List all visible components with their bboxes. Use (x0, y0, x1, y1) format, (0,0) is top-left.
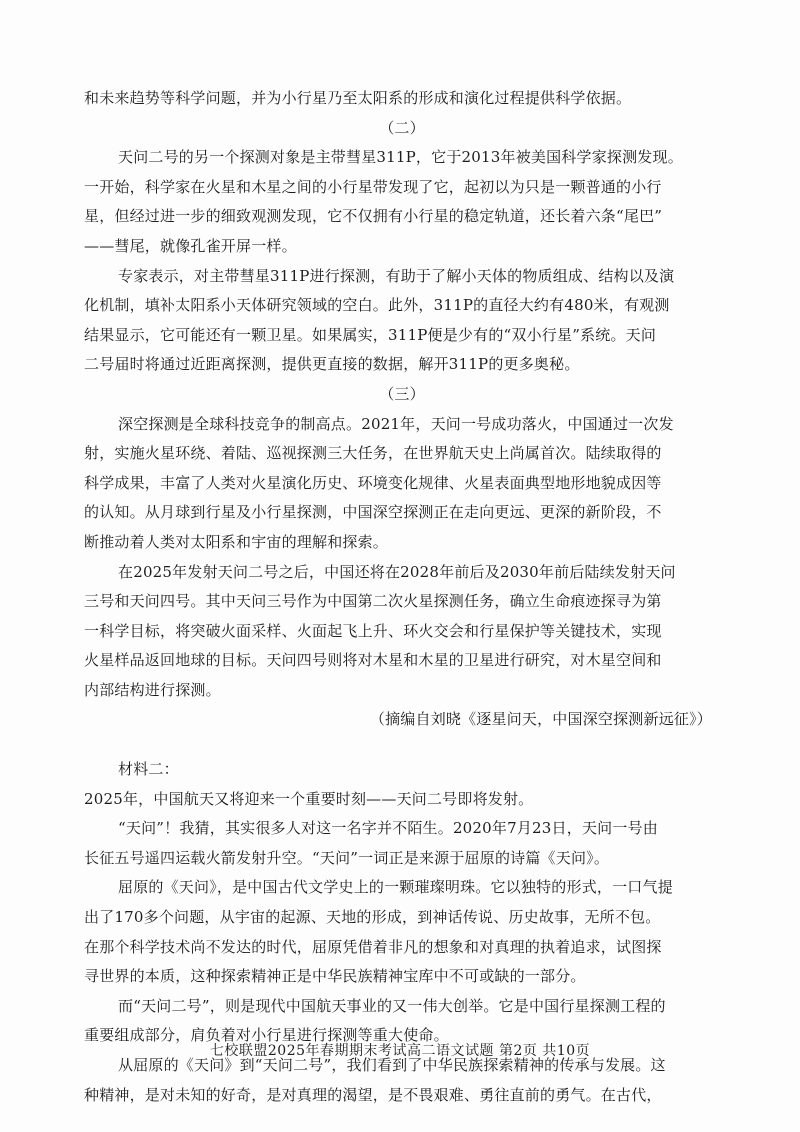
text-line: 结果显示，它可能还有一颗卫星。如果属实，311P便是少有的“双小行星”系统。天问 (84, 325, 657, 344)
text-line: ——彗尾，就像孔雀开屏一样。 (84, 236, 297, 255)
text-line: 深空探测是全球科技竞争的制高点。2021年，天问一号成功落火，中国通过一次发 (118, 414, 674, 433)
text-line: 出了170多个问题，从宇宙的起源、天地的形成，到神话传说、历史故事，无所不包。 (84, 908, 661, 927)
text-line: 屈原的《天问》，是中国古代文学史上的一颗璀璨明珠。它以独特的形式，一口气提 (118, 878, 673, 897)
text-line: 种精神，是对未知的好奇，是对真理的渴望，是不畏艰难、勇往直前的勇气。在古代， (84, 1085, 662, 1104)
spacer (84, 735, 720, 755)
text-line: 断推动着人类对太阳系和宇宙的理解和探索。 (84, 532, 389, 551)
text-line: 的认知。从月球到行星及小行星探测，中国深空探测正在走向更远、更深的新阶段，不 (84, 503, 662, 522)
text-line: 化机制，填补太阳系小天体研究领域的空白。此外，311P的直径大约有480米，有观测 (84, 296, 670, 315)
text-line: 长征五号遥四运载火箭发射升空。“天问”一词正是来源于屈原的诗篇《天问》。 (84, 848, 610, 867)
body-text (84, 84, 720, 1110)
text-line: 一科学目标，将突破火面采样、火面起飞上升、环火交会和行星保护等关键技术，实现 (84, 621, 662, 640)
text-line: 内部结构进行探测。 (84, 680, 221, 699)
text-line: 天问二号的另一个探测对象是主带彗星311P，它于2013年被美国科学家探测发现。 (118, 148, 683, 167)
text-line: 和未来趋势等科学问题，并为小行星乃至太阳系的形成和演化过程提供科学依据。 (84, 89, 632, 107)
source-citation: （摘编自刘晓《逐星问天，中国深空探测新远征》） (369, 710, 712, 729)
text-line: 寻世界的本质，这种探索精神正是中华民族精神宝库中不可或缺的一部分。 (84, 967, 586, 986)
text-line: 在2025年发射天问二号之后，中国还将在2028年前后及2030年前后陆续发射天问 (118, 562, 676, 581)
text-line: 专家表示，对主带彗星311P进行探测，有助于了解小天体的物质组成、结构以及演 (118, 266, 675, 285)
text-line: 射，实施火星环绕、着陆、巡视探测三大任务，在世界航天史上尚属首次。陆续取得的 (84, 444, 662, 463)
text-line: 在那个科学技术尚不发达的时代，屈原凭借着非凡的想象和对真理的执着追求，试图探 (84, 937, 662, 956)
page-footer: 七校联盟2025年春期期末考试高二语文试题 第2页 共10页 (209, 1043, 591, 1059)
text-line: 三号和天问四号。其中天问三号作为中国第二次火星探测任务，确立生命痕迹探寻为第 (84, 592, 662, 611)
text-line: 重要组成部分，肩负着对小行星进行探测等重大使命。 (84, 1026, 449, 1045)
text-line: 二号届时将通过近距离探测，提供更直接的数据，解开311P的更多奥秘。 (84, 355, 580, 374)
section-heading: （三） (379, 384, 425, 403)
text-line: 火星样品返回地球的目标。天问四号则将对木星和木星的卫星进行研究，对木星空间和 (84, 651, 662, 670)
text-line: 星，但经过进一步的细致观测发现，它不仅拥有小行星的稳定轨道，还长着六条“尾巴” (84, 207, 663, 226)
material-heading: 材料二： (118, 760, 179, 779)
text-line: 一开始，科学家在火星和木星之间的小行星带发现了它，起初以为只是一颗普通的小行 (84, 177, 662, 196)
text-line: 从屈原的《天问》到“天问二号”，我们看到了中华民族探索精神的传承与发展。这 (118, 1056, 666, 1074)
text-line: “天问”！我猜，其实很多人对这一名字并不陌生。2020年7月23日，天问一号由 (118, 819, 658, 838)
section-heading: （二） (379, 118, 425, 137)
text-line: 科学成果，丰富了人类对火星演化历史、环境变化规律、火星表面典型地形地貌成因等 (84, 473, 662, 492)
text-line: 而“天问二号”，则是现代中国航天事业的又一伟大创举。它是中国行星探测工程的 (118, 996, 666, 1015)
text-line: 2025年，中国航天又将迎来一个重要时刻——天问二号即将发射。 (84, 789, 534, 808)
